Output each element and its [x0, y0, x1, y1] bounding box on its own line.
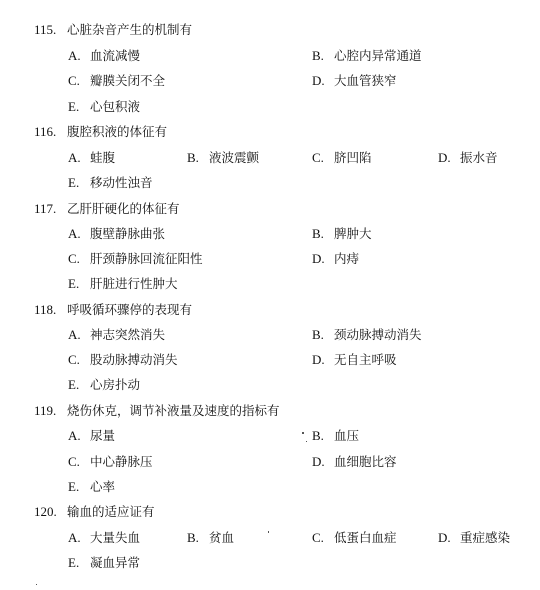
option-letter: C. [68, 73, 80, 88]
option-116-b [187, 150, 259, 166]
question-117 [34, 201, 180, 218]
option-115-b [312, 48, 422, 64]
option-118-d [312, 352, 397, 368]
option-letter: E. [68, 99, 80, 114]
option-letter: E. [68, 377, 80, 392]
option-text: 大血管狭窄 [334, 73, 397, 88]
option-letter: E. [68, 175, 80, 190]
option-119-e [68, 479, 115, 495]
option-115-d [312, 73, 397, 89]
option-text: 血流减慢 [90, 48, 141, 63]
option-letter: A. [68, 48, 81, 63]
option-letter: C. [312, 530, 324, 545]
question-119 [34, 403, 280, 420]
option-letter: A. [68, 150, 81, 165]
option-text: 液波震颤 [209, 150, 260, 165]
option-letter: C. [312, 150, 324, 165]
option-letter: B. [312, 428, 324, 443]
option-text: 内痔 [334, 251, 360, 266]
question-number: 119. [34, 403, 57, 418]
question-number: 115. [34, 22, 57, 37]
option-letter: E. [68, 479, 80, 494]
option-letter: D. [312, 454, 325, 469]
option-text: 大量失血 [90, 530, 141, 545]
option-text: 心率 [90, 479, 116, 494]
option-117-d [312, 251, 359, 267]
option-text: 肝颈静脉回流征阳性 [90, 251, 203, 266]
option-text: 瓣膜关闭不全 [90, 73, 166, 88]
option-letter: A. [68, 530, 81, 545]
option-letter: E. [68, 555, 80, 570]
option-letter: E. [68, 276, 80, 291]
option-115-a [68, 48, 140, 64]
option-text: 贫血 [209, 530, 235, 545]
option-text: 心包积液 [90, 99, 141, 114]
option-text: 血细胞比容 [334, 454, 397, 469]
option-text: 凝血异常 [90, 555, 141, 570]
option-letter: D. [312, 73, 325, 88]
question-stem: 乙肝肝硬化的体征有 [67, 201, 180, 216]
option-115-e [68, 99, 140, 115]
option-120-c [312, 530, 397, 546]
option-letter: C. [68, 454, 80, 469]
option-120-a [68, 530, 140, 546]
option-text: 蛙腹 [90, 150, 116, 165]
option-text: 颈动脉搏动消失 [334, 327, 422, 342]
option-letter: C. [68, 251, 80, 266]
option-120-e [68, 555, 140, 571]
option-text: 腹壁静脉曲张 [90, 226, 166, 241]
scan-speck [268, 531, 269, 533]
option-text: 神志突然消失 [90, 327, 166, 342]
question-118 [34, 302, 192, 319]
option-120-b [187, 530, 234, 546]
option-116-d [438, 150, 498, 166]
option-119-b [312, 428, 359, 444]
question-stem: 心脏杂音产生的机制有 [67, 22, 193, 37]
question-115 [34, 22, 192, 39]
option-letter: D. [312, 352, 325, 367]
question-stem: 呼吸循环骤停的表现有 [67, 302, 193, 317]
option-117-e [68, 276, 178, 292]
question-number: 116. [34, 124, 57, 139]
option-text: 脐凹陷 [334, 150, 372, 165]
question-stem: 烧伤休克，调节补液量及速度的指标有 [67, 403, 280, 418]
option-letter: D. [312, 251, 325, 266]
question-116 [34, 124, 167, 141]
option-text: 无自主呼吸 [334, 352, 397, 367]
option-text: 尿量 [90, 428, 116, 443]
option-117-c [68, 251, 203, 267]
option-letter: B. [187, 150, 199, 165]
option-letter: B. [312, 327, 324, 342]
option-text: 心房扑动 [90, 377, 141, 392]
option-119-c [68, 454, 153, 470]
option-letter: A. [68, 428, 81, 443]
option-text: 中心静脉压 [90, 454, 153, 469]
option-letter: D. [438, 530, 451, 545]
option-118-e [68, 377, 140, 393]
option-120-d [438, 530, 510, 546]
question-number: 118. [34, 302, 57, 317]
option-letter: A. [68, 226, 81, 241]
option-letter: B. [312, 226, 324, 241]
scan-speck [36, 584, 37, 585]
option-117-b [312, 226, 372, 242]
option-text: 重症感染 [460, 530, 511, 545]
question-number: 117. [34, 201, 57, 216]
option-letter: A. [68, 327, 81, 342]
option-119-a [68, 428, 115, 444]
option-118-a [68, 327, 165, 343]
option-118-b [312, 327, 422, 343]
option-119-d [312, 454, 397, 470]
option-letter: B. [312, 48, 324, 63]
option-text: 血压 [334, 428, 360, 443]
option-letter: D. [438, 150, 451, 165]
option-117-a [68, 226, 165, 242]
option-text: 肝脏进行性肿大 [90, 276, 178, 291]
option-text: 心腔内异常通道 [334, 48, 422, 63]
question-number: 120. [34, 504, 57, 519]
question-120 [34, 504, 155, 521]
option-115-c [68, 73, 165, 89]
question-stem: 输血的适应证有 [67, 504, 155, 519]
question-stem: 腹腔积液的体征有 [67, 124, 168, 139]
scan-speck [306, 441, 307, 442]
option-letter: B. [187, 530, 199, 545]
option-text: 低蛋白血症 [334, 530, 397, 545]
option-text: 股动脉搏动消失 [90, 352, 178, 367]
option-letter: C. [68, 352, 80, 367]
option-118-c [68, 352, 178, 368]
option-text: 脾肿大 [334, 226, 372, 241]
option-text: 振水音 [460, 150, 498, 165]
option-116-c [312, 150, 372, 166]
option-text: 移动性浊音 [90, 175, 153, 190]
option-116-a [68, 150, 115, 166]
scan-speck [302, 432, 304, 434]
option-116-e [68, 175, 153, 191]
